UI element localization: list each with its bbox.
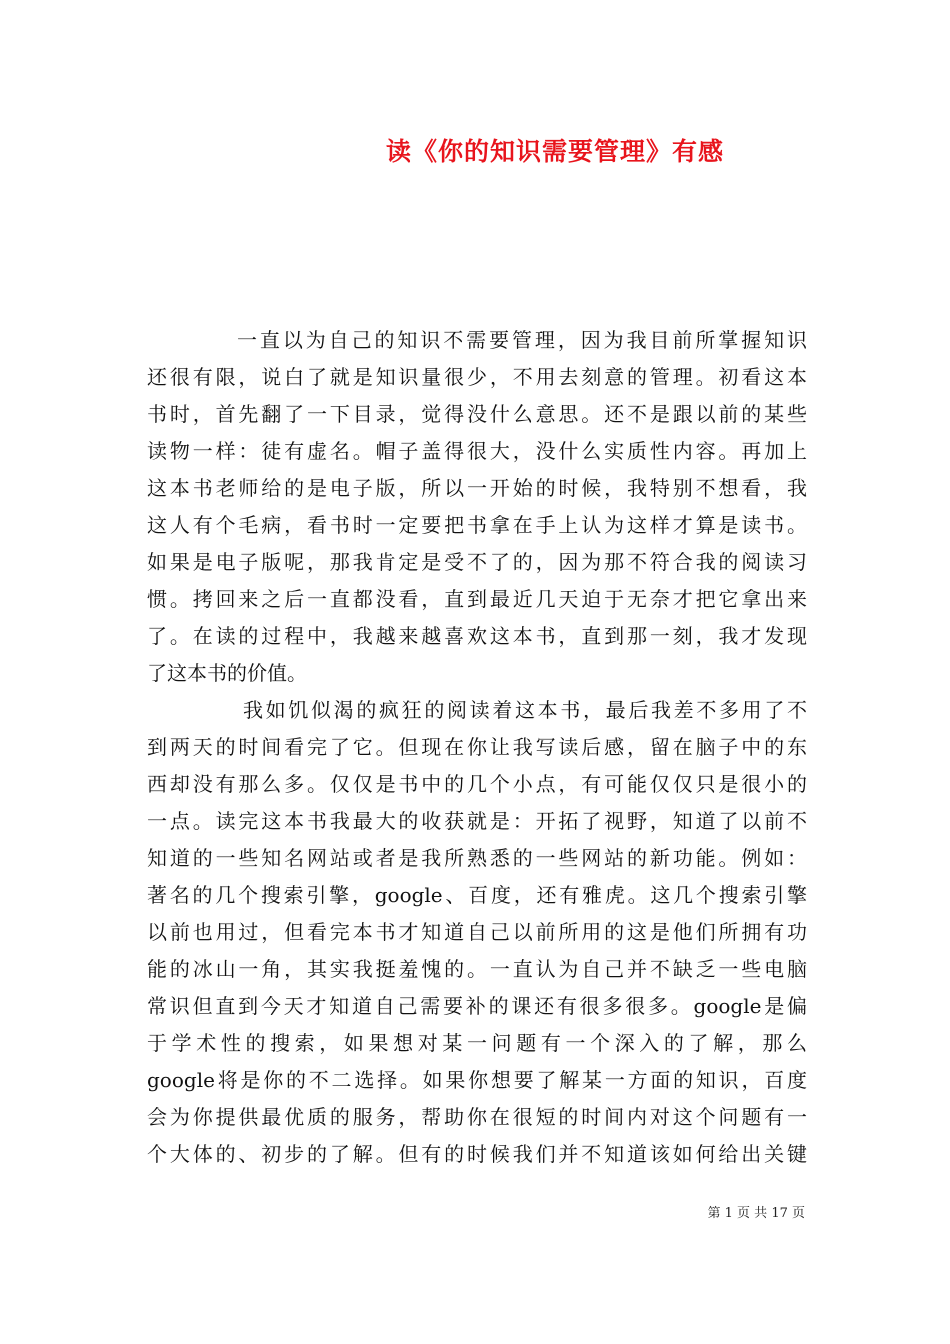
text-line: 了。在读的过程中，我越来越喜欢这本书，直到那一刻，我才发现 xyxy=(147,624,807,648)
text-line: 到两天的时间看完了它。但现在你让我写读后感，留在脑子中的东 xyxy=(147,735,807,759)
paragraph-1 xyxy=(147,322,807,692)
text-line: 以前也用过，但看完本书才知道自己以前所用的这是他们所拥有功 xyxy=(147,920,807,944)
text-line: 这人有个毛病，看书时一定要把书拿在手上认为这样才算是读书。 xyxy=(147,513,807,537)
text-line: 于学术性的搜索，如果想对某一问题有一个深入的了解，那么 xyxy=(147,1031,807,1055)
text-line: 能的冰山一角，其实我挺羞愧的。一直认为自己并不缺乏一些电脑 xyxy=(147,957,807,981)
page-number-footer: 第 1 页 共 17 页 xyxy=(707,1206,805,1221)
text-line: 这本书老师给的是电子版，所以一开始的时候，我特别不想看，我 xyxy=(147,476,807,500)
text-line: 著名的几个搜索引擎，google、百度，还有雅虎。这几个搜索引擎 xyxy=(147,883,807,907)
text-line: 西却没有那么多。仅仅是书中的几个小点，有可能仅仅只是很小的 xyxy=(147,772,807,796)
text-line: 知道的一些知名网站或者是我所熟悉的一些网站的新功能。例如： xyxy=(147,846,807,870)
text-line: 一点。读完这本书我最大的收获就是：开拓了视野，知道了以前不 xyxy=(147,809,807,833)
text-line: 了这本书的价值。 xyxy=(147,661,307,685)
text-line: 如果是电子版呢，那我肯定是受不了的，因为那不符合我的阅读习 xyxy=(147,550,807,574)
text-line: 常识但直到今天才知道自己需要补的课还有很多很多。google是偏 xyxy=(147,994,807,1018)
text-line: 惯。拷回来之后一直都没看，直到最近几天迫于无奈才把它拿出来 xyxy=(147,587,807,611)
text-line: 读物一样：徒有虚名。帽子盖得很大，没什么实质性内容。再加上 xyxy=(147,439,807,463)
text-line: google将是你的不二选择。如果你想要了解某一方面的知识，百度 xyxy=(147,1068,807,1092)
document-title: 读《你的知识需要管理》有感 xyxy=(385,137,724,166)
text-line: 一直以为自己的知识不需要管理，因为我目前所掌握知识 xyxy=(237,328,807,352)
text-line: 还很有限，说白了就是知识量很少，不用去刻意的管理。初看这本 xyxy=(147,365,807,389)
text-line: 个大体的、初步的了解。但有的时候我们并不知道该如何给出关键 xyxy=(147,1142,807,1166)
text-line: 会为你提供最优质的服务，帮助你在很短的时间内对这个问题有一 xyxy=(147,1105,807,1129)
text-line: 书时，首先翻了一下目录，觉得没什么意思。还不是跟以前的某些 xyxy=(147,402,807,426)
paragraph-2 xyxy=(147,692,807,1173)
document-body xyxy=(147,322,807,1173)
text-line: 我如饥似渴的疯狂的阅读着这本书，最后我差不多用了不 xyxy=(243,698,807,722)
